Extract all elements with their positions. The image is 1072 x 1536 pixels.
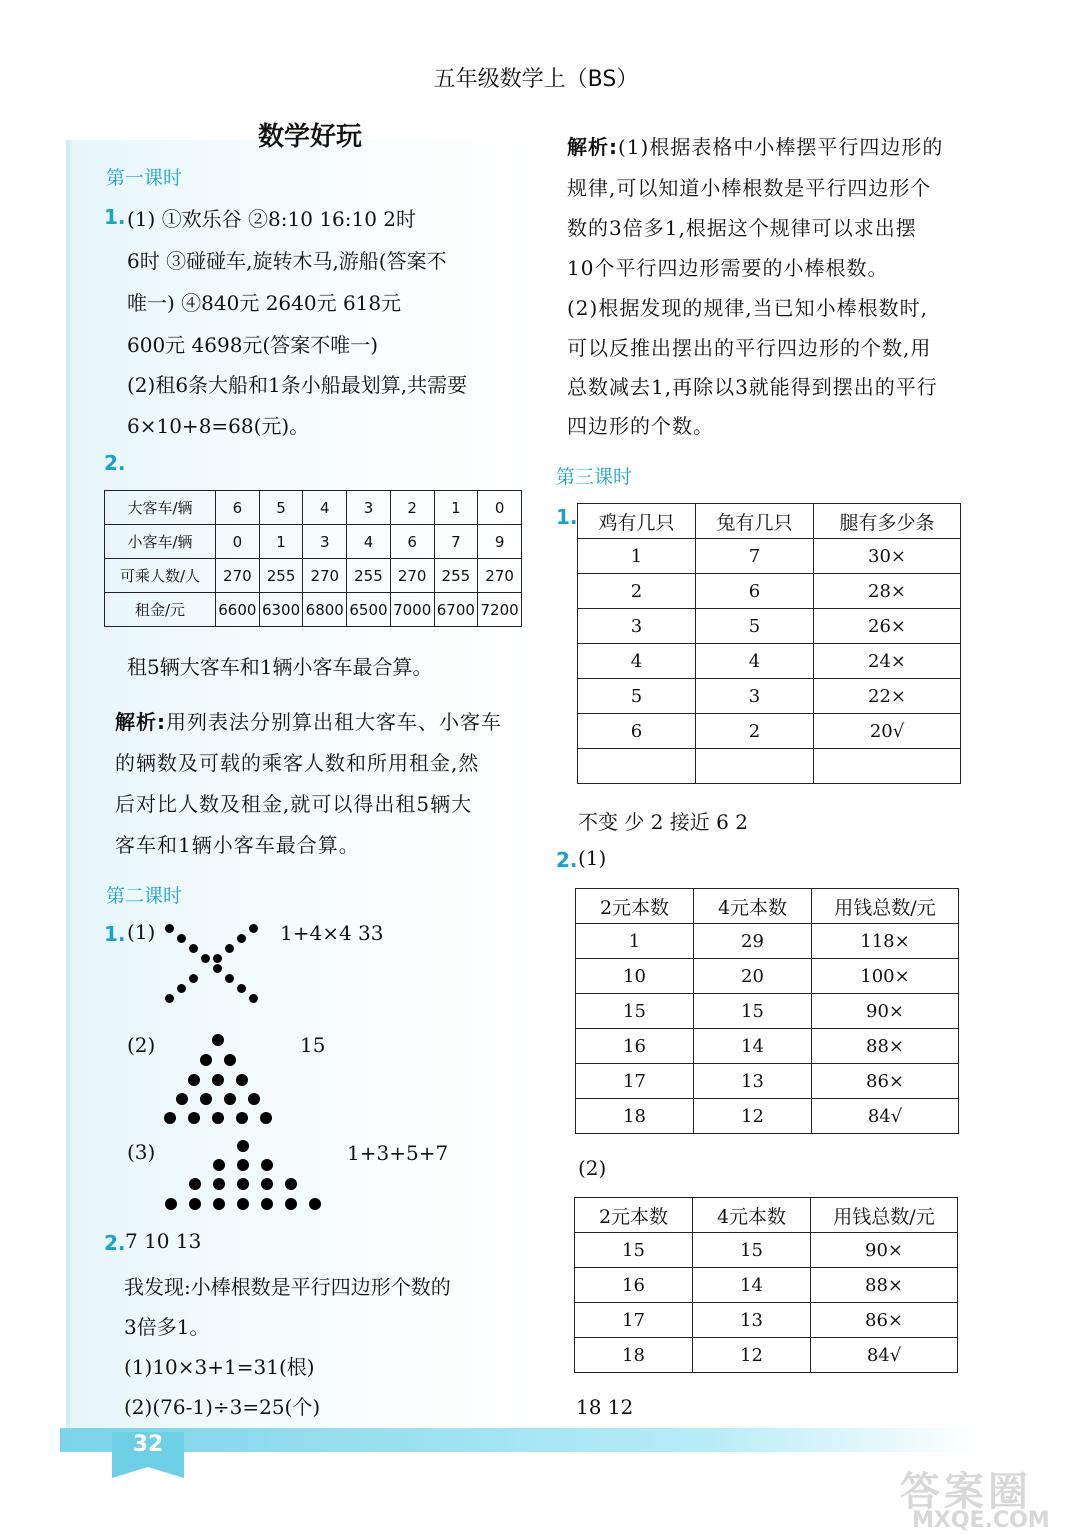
table-cell: 86× (812, 1064, 959, 1099)
table-row (576, 1064, 959, 1099)
dot (165, 924, 174, 933)
dot (212, 1074, 224, 1086)
l3-q2-number: 2. (556, 848, 578, 872)
table-cell: 2 (390, 491, 434, 525)
l3-q1-number: 1. (556, 505, 578, 529)
table-cell: 15 (694, 994, 812, 1029)
l3-q2-part1-label: (1) (578, 846, 607, 870)
table-cell: 6 (696, 574, 814, 609)
chicken-rabbit-table (577, 503, 961, 784)
dot (261, 1178, 273, 1190)
table-cell: 6 (216, 491, 260, 525)
lesson2-heading: 第二课时 (106, 885, 183, 907)
dot (285, 1178, 297, 1190)
dot (164, 1112, 176, 1124)
table-cell: 9 (478, 525, 522, 559)
table-cell: 28× (814, 574, 961, 609)
dot (237, 934, 246, 943)
table-cell: 88× (812, 1029, 959, 1064)
dot (224, 1054, 236, 1066)
dot (249, 994, 258, 1003)
l2-p3-answer: 1+3+5+7 (347, 1141, 449, 1165)
table-cell: 12 (694, 1099, 812, 1134)
table-cell: 3 (696, 679, 814, 714)
lesson3-heading: 第三课时 (556, 466, 633, 488)
table-row (105, 491, 522, 525)
l1-q1-line: (1) ①欢乐谷 ②8:10 16:10 2时 (127, 207, 417, 231)
l2-line: (2)(76-1)÷3=25(个) (124, 1395, 321, 1419)
table-cell: 15 (693, 1233, 811, 1268)
table-cell: 255 (347, 559, 391, 593)
l1-q1-number: 1. (104, 205, 126, 229)
dot (200, 1054, 212, 1066)
table-row (578, 679, 961, 714)
table-row (576, 959, 959, 994)
table-cell: 小客车/辆 (105, 525, 216, 559)
table-row (105, 559, 522, 593)
table-cell: 18 (575, 1338, 693, 1373)
table-cell: 24× (814, 644, 961, 679)
dot (237, 1178, 249, 1190)
dot (189, 1198, 201, 1210)
table-cell: 1 (259, 525, 303, 559)
l2-p1-answer: 1+4×4 33 (280, 921, 384, 945)
l1-q1-line: 6时 ③碰碰车,旋转木马,游船(答案不 (127, 249, 447, 273)
table-cell: 租金/元 (105, 593, 216, 627)
table-row (576, 1099, 959, 1134)
table-cell: 270 (390, 559, 434, 593)
dot (224, 1093, 236, 1105)
table-row (578, 749, 961, 784)
l2-line: 3倍多1。 (124, 1315, 210, 1339)
l1-q2-answer: 租5辆大客车和1辆小客车最合算。 (127, 655, 433, 679)
bottom-decor-strip (60, 1428, 980, 1452)
dot (237, 1198, 249, 1210)
l1-q2-number: 2. (104, 451, 126, 475)
dot (237, 984, 246, 993)
left-panel-edge (66, 140, 70, 1430)
table-cell: 3 (303, 525, 347, 559)
table-cell: 2 (696, 714, 814, 749)
dot (177, 934, 186, 943)
table-cell: 1 (434, 491, 478, 525)
table-cell: 6300 (259, 593, 303, 627)
dot (225, 974, 234, 983)
table-cell: 255 (259, 559, 303, 593)
section-title: 数学好玩 (258, 122, 363, 152)
table-header-cell: 用钱总数/元 (811, 1198, 958, 1233)
table-cell: 6800 (303, 593, 347, 627)
table-cell: 4 (696, 644, 814, 679)
table-cell (696, 749, 814, 784)
table-cell: 7000 (390, 593, 434, 627)
table-cell: 12 (693, 1338, 811, 1373)
notebook-table-2 (574, 1197, 958, 1373)
dot (200, 1093, 212, 1105)
rental-table (104, 490, 522, 627)
dot (188, 1074, 200, 1086)
dot (213, 954, 222, 963)
r-analysis-line: (2)根据发现的规律,当已知小棒根数时, (567, 296, 929, 320)
analysis-label: 解析: (567, 135, 618, 159)
l1-q1-line: (2)租6条大船和1条小船最划算,共需要 (127, 373, 468, 397)
r-analysis-line: 数的3倍多1,根据这个规律可以求出摆 (567, 216, 917, 240)
l2-q2-number: 2. (104, 1231, 126, 1255)
table-cell: 3 (578, 609, 696, 644)
l1-analysis-line: 的辆数及可载的乘客人数和所用租金,然 (115, 751, 480, 775)
dot (237, 1140, 249, 1152)
table-cell: 88× (811, 1268, 958, 1303)
table-cell: 6 (390, 525, 434, 559)
l2-q1-number: 1. (104, 922, 126, 946)
dot (261, 1198, 273, 1210)
table-row (575, 1233, 958, 1268)
table-cell: 15 (575, 1233, 693, 1268)
l3-q2-part2-label: (2) (578, 1156, 607, 1180)
table-cell: 4 (303, 491, 347, 525)
dot (189, 944, 198, 953)
table-cell: 1 (578, 539, 696, 574)
table-row (575, 1268, 958, 1303)
l2-p1-label: (1) (127, 920, 156, 944)
dot (213, 1178, 225, 1190)
table-row (578, 504, 961, 539)
table-row (105, 525, 522, 559)
table-header-cell: 鸡有几只 (578, 504, 696, 539)
dot (213, 964, 222, 973)
table-cell: 30× (814, 539, 961, 574)
table-cell: 5 (259, 491, 303, 525)
l2-line: 我发现:小棒根数是平行四边形个数的 (124, 1275, 451, 1299)
table-cell: 84√ (811, 1338, 958, 1373)
table-cell: 3 (347, 491, 391, 525)
table-cell: 14 (693, 1268, 811, 1303)
dot (213, 1198, 225, 1210)
l1-analysis-line: 客车和1辆小客车最合算。 (115, 833, 360, 857)
table-header-cell: 腿有多少条 (814, 504, 961, 539)
table-cell: 22× (814, 679, 961, 714)
table-header-cell: 用钱总数/元 (812, 889, 959, 924)
table-cell: 4 (347, 525, 391, 559)
table-cell: 7 (434, 525, 478, 559)
table-cell: 270 (216, 559, 260, 593)
table-cell: 84√ (812, 1099, 959, 1134)
table-cell: 18 (576, 1099, 694, 1134)
table-row (576, 1029, 959, 1064)
table-cell: 26× (814, 609, 961, 644)
dot (260, 1112, 272, 1124)
dot (212, 1112, 224, 1124)
analysis-text: 用列表法分别算出租大客车、小客车 (166, 710, 502, 734)
dot (212, 1034, 224, 1046)
l1-q1-line: 6×10+8=68(元)。 (127, 414, 310, 438)
analysis-label: 解析: (115, 710, 166, 734)
table-row (576, 924, 959, 959)
table-cell: 5 (696, 609, 814, 644)
table-row (578, 644, 961, 679)
l2-line: (1)10×3+1=31(根) (124, 1355, 315, 1379)
table-cell: 270 (478, 559, 522, 593)
table-cell: 7200 (478, 593, 522, 627)
l1-analysis-line (115, 706, 502, 735)
table-cell: 90× (812, 994, 959, 1029)
page-header: 五年级数学上（BS） (433, 67, 639, 92)
dot (225, 944, 234, 953)
table-cell: 13 (693, 1303, 811, 1338)
table-cell: 16 (576, 1029, 694, 1064)
table-row (578, 609, 961, 644)
table-row (575, 1338, 958, 1373)
table-header-cell: 兔有几只 (696, 504, 814, 539)
analysis-text: (1)根据表格中小棒摆平行四边形的 (618, 135, 944, 159)
table-cell: 6600 (216, 593, 260, 627)
r-analysis-line: 四边形的个数。 (567, 414, 714, 438)
table-cell: 5 (578, 679, 696, 714)
dot (261, 1159, 273, 1171)
dot (177, 984, 186, 993)
table-cell: 4 (578, 644, 696, 679)
table-cell: 可乘人数/人 (105, 559, 216, 593)
table-cell: 20 (694, 959, 812, 994)
dot (176, 1093, 188, 1105)
table-cell: 17 (576, 1064, 694, 1099)
table-header-cell: 4元本数 (693, 1198, 811, 1233)
table-row (575, 1198, 958, 1233)
table-cell: 86× (811, 1303, 958, 1338)
dot (213, 1159, 225, 1171)
watermark-url: MXQE.COM (912, 1508, 1050, 1533)
table-cell: 17 (575, 1303, 693, 1338)
page-number: 32 (132, 1432, 164, 1457)
table-cell: 100× (812, 959, 959, 994)
r-analysis-line: 总数减去1,再除以3就能得到摆出的平行 (567, 375, 938, 399)
l2-p2-label: (2) (127, 1033, 156, 1057)
table-cell: 13 (694, 1064, 812, 1099)
dot (165, 994, 174, 1003)
table-cell: 6700 (434, 593, 478, 627)
table-cell (814, 749, 961, 784)
table-cell: 0 (216, 525, 260, 559)
table-cell: 6500 (347, 593, 391, 627)
notebook-table-1 (575, 888, 959, 1134)
table-row (578, 714, 961, 749)
dot (189, 1178, 201, 1190)
table-cell: 7 (696, 539, 814, 574)
r-analysis-line: 规律,可以知道小棒根数是平行四边形个 (567, 176, 932, 200)
table-cell: 0 (478, 491, 522, 525)
dot (309, 1198, 321, 1210)
table-cell: 20√ (814, 714, 961, 749)
table-cell: 270 (303, 559, 347, 593)
r-analysis-line (567, 131, 943, 160)
dot (188, 1112, 200, 1124)
table-cell: 16 (575, 1268, 693, 1303)
table-row (575, 1303, 958, 1338)
r-analysis-line: 10个平行四边形需要的小棒根数。 (567, 256, 889, 280)
table-cell: 大客车/辆 (105, 491, 216, 525)
table-header-cell: 2元本数 (575, 1198, 693, 1233)
table-cell: 6 (578, 714, 696, 749)
table-cell: 29 (694, 924, 812, 959)
dot (165, 1198, 177, 1210)
table-header-cell: 4元本数 (694, 889, 812, 924)
r-analysis-line: 可以反推出摆出的平行四边形的个数,用 (567, 336, 932, 360)
dot (236, 1074, 248, 1086)
l3-q1-answer: 不变 少 2 接近 6 2 (578, 810, 748, 834)
watermark-logo: 答案圈 (900, 1469, 1032, 1515)
lesson1-heading: 第一课时 (106, 167, 183, 189)
dot (201, 954, 210, 963)
dot (236, 1112, 248, 1124)
table-cell: 10 (576, 959, 694, 994)
dot (237, 1159, 249, 1171)
table-row (105, 593, 522, 627)
l2-p2-answer: 15 (300, 1033, 326, 1057)
table-row (578, 539, 961, 574)
dot (285, 1198, 297, 1210)
table-row (576, 889, 959, 924)
l1-analysis-line: 后对比人数及租金,就可以得出租5辆大 (115, 792, 473, 816)
dot (249, 924, 258, 933)
table-cell: 118× (812, 924, 959, 959)
l1-q1-line: 600元 4698元(答案不唯一) (127, 333, 379, 357)
l2-q2-answer: 7 10 13 (125, 1229, 202, 1253)
l2-p3-label: (3) (127, 1140, 156, 1164)
l1-q1-line: 唯一) ④840元 2640元 618元 (127, 291, 402, 315)
dot (248, 1093, 260, 1105)
table-cell: 90× (811, 1233, 958, 1268)
table-cell: 15 (576, 994, 694, 1029)
l3-final-answer: 18 12 (576, 1395, 634, 1419)
table-cell: 14 (694, 1029, 812, 1064)
table-header-cell: 2元本数 (576, 889, 694, 924)
table-cell: 2 (578, 574, 696, 609)
table-row (578, 574, 961, 609)
dot (189, 974, 198, 983)
table-row (576, 994, 959, 1029)
table-cell: 255 (434, 559, 478, 593)
table-cell: 1 (576, 924, 694, 959)
table-cell (578, 749, 696, 784)
